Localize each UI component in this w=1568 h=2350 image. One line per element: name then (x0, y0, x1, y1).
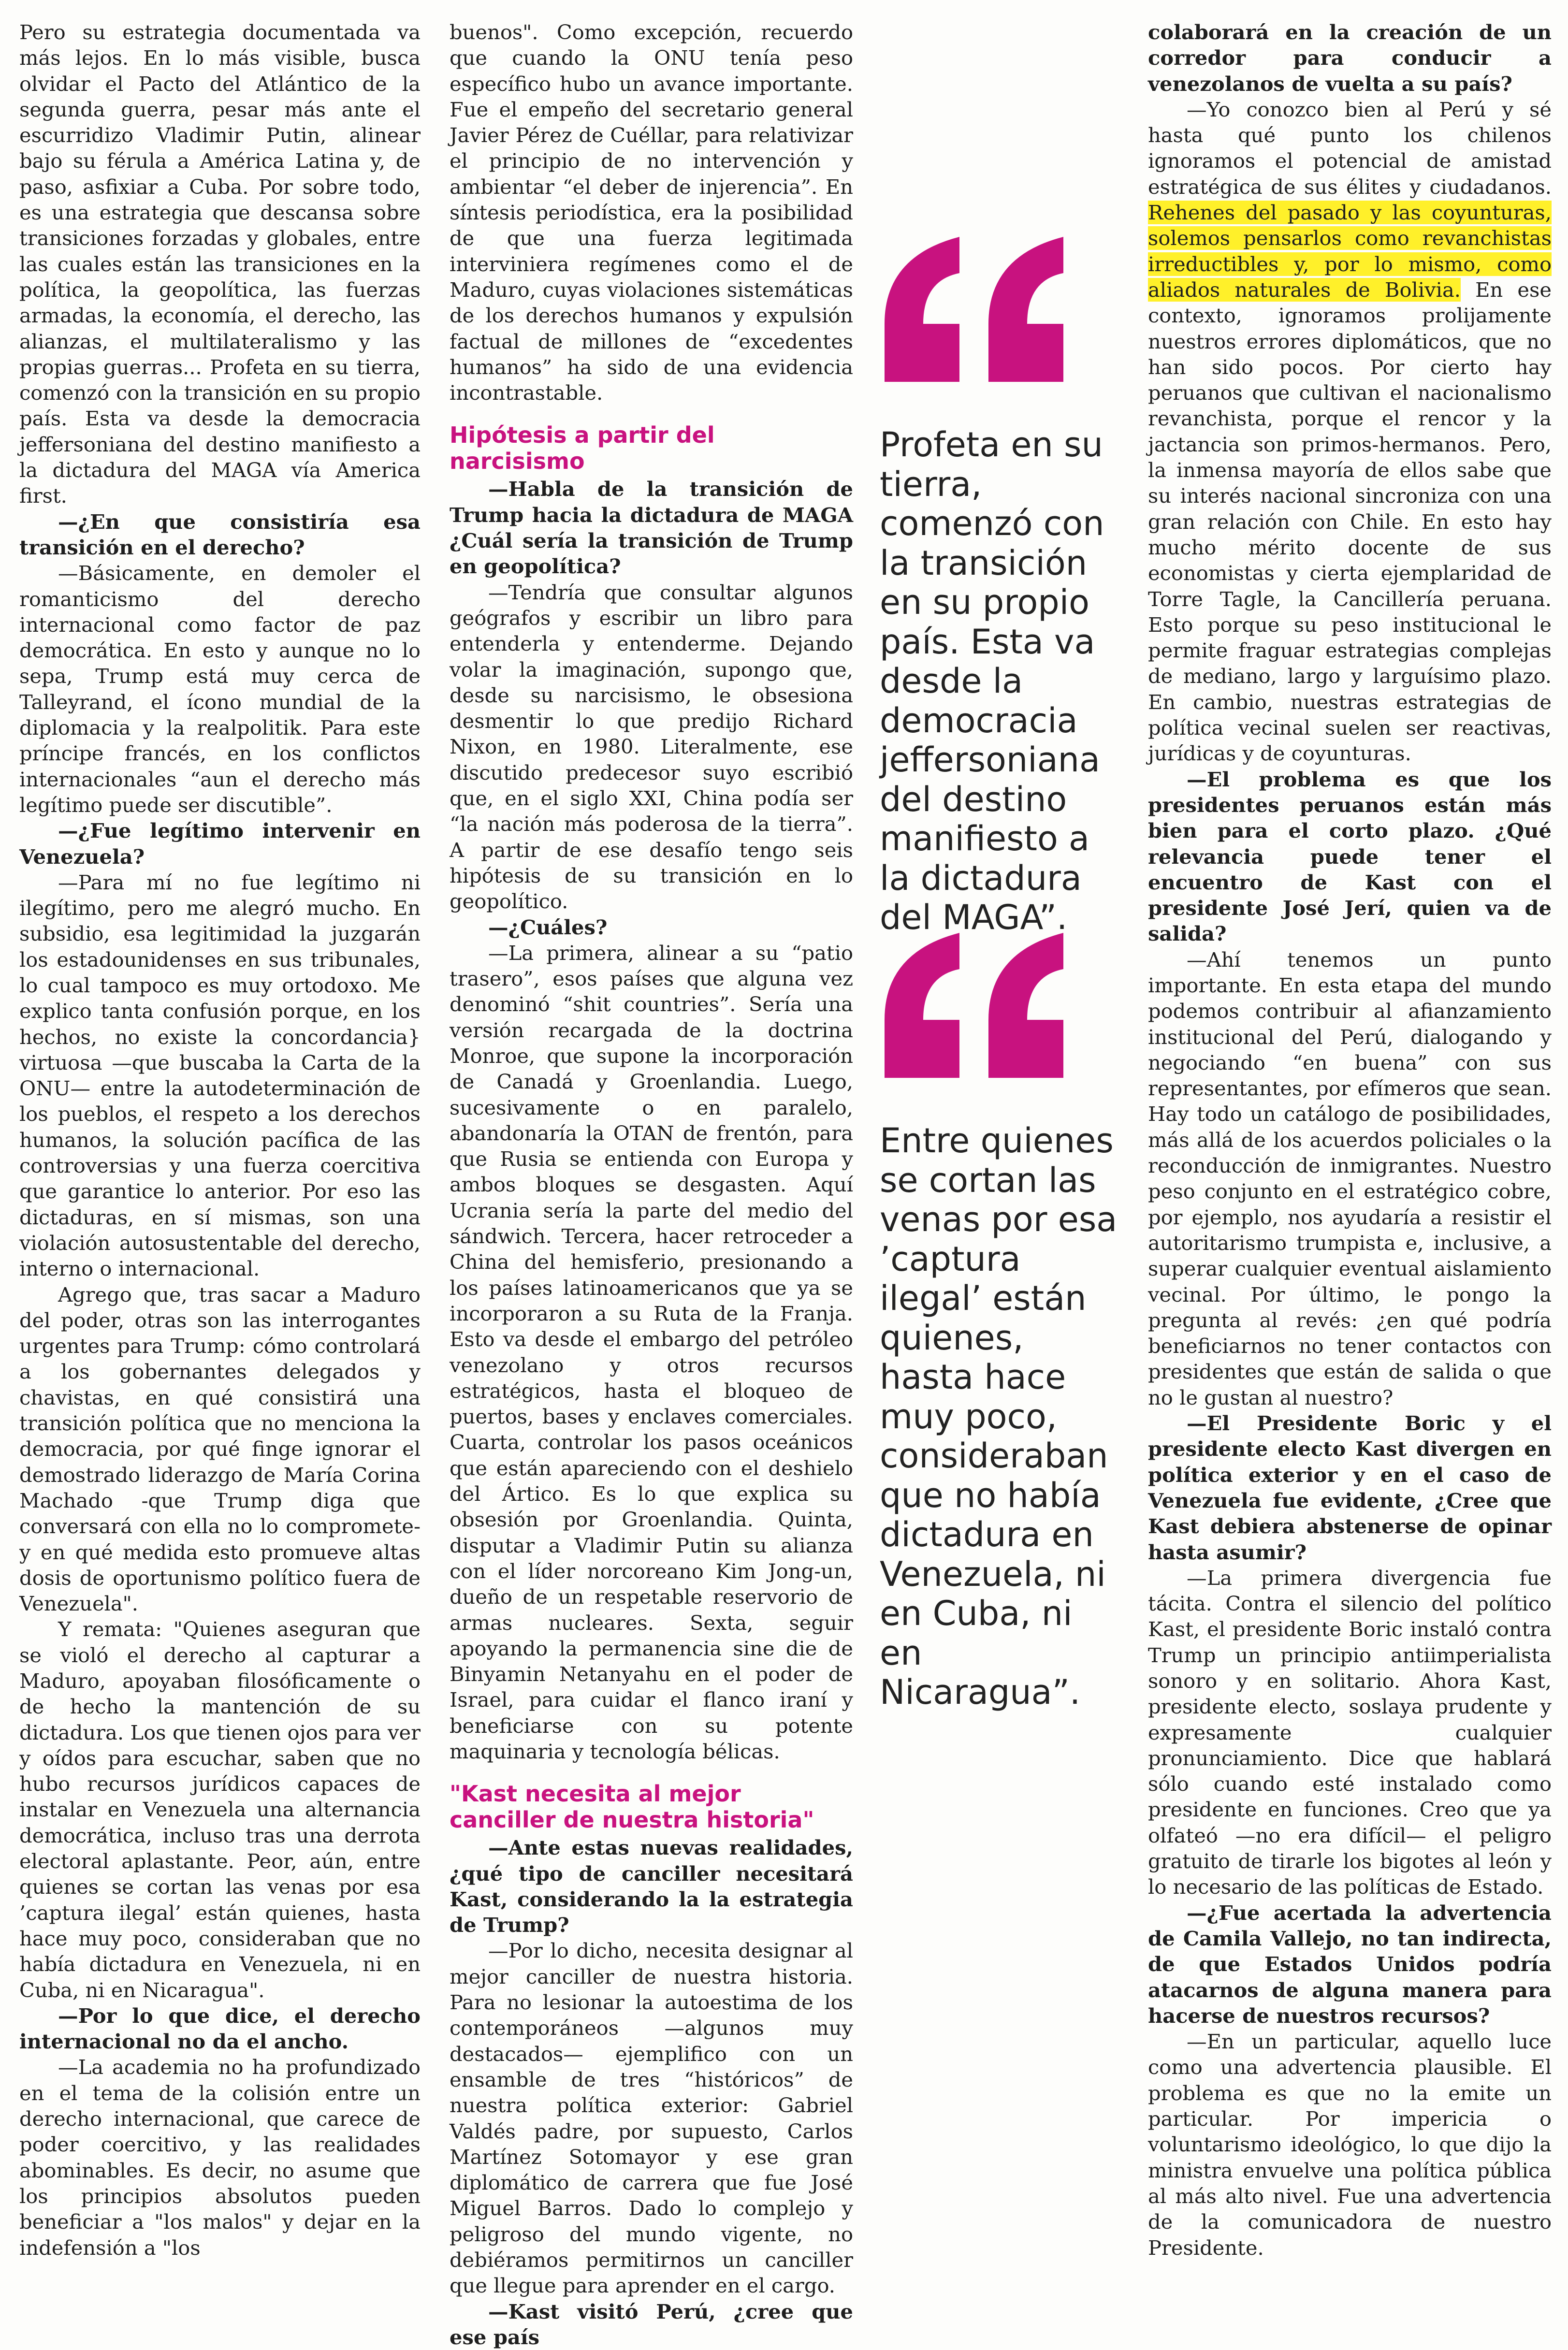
paragraph: —En un particular, aquello luce como una advertencia plausible. El problema es que no la emite un particular. Por impericia o voluntarismo ideológico, lo que dijo la ministra envuelve una política pública al más alto nivel. Fue una advertencia de la comunicadora de nuestro Presidente. (1148, 2030, 1552, 2260)
quote-mark-icon (877, 923, 1071, 1083)
paragraph: Agrego que, tras sacar a Maduro del poder, otras son las interrogantes urgentes para Trump: cómo controlará a los gobernantes delegados y chavistas, en qué consistirá una transición política que no menciona la democracia, por qué finge ignorar el demostrado liderazgo de María Corina Machado -que Trump diga que conversará con ella no lo compromete- y en qué medida esto promueve altas dosis de oportunismo político fuera de Venezuela". (19, 1282, 421, 1616)
interview-question: colaborará en la creación de un corredor para conducir a venezolanos de vuelta a su país? (1148, 20, 1552, 96)
paragraph: —Por lo dicho, necesita designar al mejor canciller de nuestra historia. Para no lesionar la autoestima de los contemporáneos —algunos muy destacados— ejemplifico con un ensamble de tres “históricos” de nuestra política exterior: Gabriel Valdés padre, por supuesto, Carlos Martínez Sotomayor y ese gran diplomático de carrera que fue José Miguel Barros. Dado lo complejo y peligroso del mundo vigente, no debiéramos permitirnos un canciller que llegue para aprender en el cargo. (450, 1939, 853, 2298)
section-heading: "Kast necesita al mejor canciller de nuestra historia" (450, 1781, 814, 1833)
paragraph: Y remata: "Quienes aseguran que se violó el derecho al capturar a Maduro, apoyaban filosóficamente o de hecho la mantención de su dictadura. Los que tienen ojos para ver y oídos para escuchar, saben que no hubo recursos jurídicos capaces de instalar en Venezuela una alternancia democrática, incluso tras una derrota electoral aplastante. Peor, aún, entre quienes se cortan las venas por esa ’captura ilegal’ están quienes, hasta hace muy poco, consideraban que no había dictadura en Venezuela, ni en Cuba, ni en Nicaragua". (19, 1617, 421, 2002)
paragraph: —Básicamente, en demoler el romanticismo del derecho internacional como factor de paz democrática. En esto y aunque no lo sepa, Trump está muy cerca de Talleyrand, el ícono mundial de la diplomacia y la realpolitik. Para este príncipe francés, en los conflictos internacionales “aun el derecho más legítimo puede ser discutible”. (19, 561, 421, 817)
paragraph: —Tendría que consultar algunos geógrafos y escribir un libro para entenderla y entenderme. Dejando volar la imaginación, supongo que, desde su narcisismo, le obsesiona desmentir lo que predijo Richard Nixon, en 1980. Literalmente, ese discutido predecesor suyo escribió que, en el siglo XXI, China podía ser “la nación más poderosa de la tierra”. A partir de ese desafío tengo seis hipótesis de su transición en lo geopolítico. (450, 580, 853, 914)
paragraph: buenos". Como excepción, recuerdo que cuando la ONU tenía peso específico hubo un avance importante. Fue el empeño del secretario general Javier Pérez de Cuéllar, para relativizar el principio de no intervención y ambientar “el deber de injerencia”. En síntesis periodística, era la posibilidad de que una fuerza legitimada interviniera regímenes como el de Maduro, cuyas violaciones sistemáticas de los derechos humanos y expulsión factual de millones de “excedentes humanos” ha sido de una evidencia incontrastable. (450, 20, 853, 405)
interview-question: —El Presidente Boric y el presidente electo Kast divergen en política exterior y en el caso de Venezuela fue evidente, ¿Cree que Kast debiera abstenerse de opinar hasta asumir? (1148, 1411, 1552, 1564)
paragraph: —La primera divergencia fue tácita. Contra el silencio del político Kast, el presidente Boric instaló contra Trump un principio antiimperialista sonoro y en solitario. Ahora Kast, presidente electo, soslaya prudente y expresamente cualquier pronunciamiento. Dice que hablará sólo cuando esté instalado como presidente en funciones. Creo que ya olfateó —no era difícil— el peligro gratuito de tirarle los bigotes al león y lo necesario de las políticas de Estado. (1148, 1566, 1552, 1899)
article-column-2 (450, 19, 853, 2350)
paragraph (1148, 97, 1552, 767)
interview-question: —¿Fue legítimo intervenir en Venezuela? (19, 819, 421, 869)
interview-question: —El problema es que los presidentes peruanos están más bien para el corto plazo. ¿Qué relevancia puede tener el encuentro de Kast con el presidente José Jerí, quien va de salida? (1148, 767, 1552, 946)
paragraph: —La academia no ha profundizado en el tema de la colisión entre un derecho internacional, que carece de poder coercitivo, y las realidades abominables. Es decir, no asume que los principios absolutos pueden beneficiar a "los malos" y dejar en la indefensión a "los (19, 2055, 421, 2260)
paragraph: Pero su estrategia documentada va más lejos. En lo más visible, busca olvidar el Pacto del Atlántico de la segunda guerra, pesar más ante el escurridizo Vladimir Putin, alinear bajo su férula a América Latina y, de paso, asfixiar a Cuba. Por sobre todo, es una estrategia que descansa sobre transiciones forzadas y globales, entre las cuales están las transiciones en la política, la geopolítica, las fuerzas armadas, la economía, el derecho, las alianzas, el multilateralismo y las propias guerras... Profeta en su tierra, comenzó con la transición en su propio país. Esta va desde la democracia jeffersoniana del destino manifiesto a la dictadura del MAGA vía America first. (19, 20, 421, 508)
interview-question: —Kast visitó Perú, ¿cree que ese país (450, 2299, 853, 2349)
paragraph-text: En ese contexto, ignoramos prolijamente nuestros errores diplomáticos, que no han sido pocos. Por cierto hay peruanos que cultivan el nacionalismo revanchista, porque el rencor y la jactancia son primos-hermanos. Pero, la inmensa mayoría de ellos sabe que su interés nacional sincroniza con una gran relación con Chile. En esto hay mucho mérito docente de sus economistas y cierta ejemplaridad de Torre Tagle, la Cancillería peruana. Esto porque su peso institucional le permite fraguar estrategias complejas de mediano, largo y larguísimo plazo. En cambio, nuestras estrategias de política vecinal suelen ser reactivas, jurídicas y de coyunturas. (1148, 277, 1552, 766)
interview-question: —Ante estas nuevas realidades, ¿qué tipo de canciller necesitará Kast, considerando la la estrategia de Trump? (450, 1836, 853, 1937)
quote-mark-icon (877, 227, 1071, 387)
section-heading: Hipótesis a partir del narcisismo (450, 422, 715, 475)
interview-question: —Por lo que dice, el derecho internacional no da el ancho. (19, 2003, 421, 2054)
interview-question: —¿Fue acertada la advertencia de Camila Vallejo, no tan indirecta, de que Estados Unidos podría atacarnos de alguna manera para hacerse de nuestros recursos? (1148, 1900, 1552, 2028)
interview-question: —¿Cuáles? (488, 915, 608, 939)
pull-quote-1: Profeta en su tierra, comenzó con la transición en su propio país. Esta va desde la democracia jeffersoniana del destino manifiesto a la dictadura del MAGA”. (880, 425, 1104, 937)
article-column-1 (19, 19, 421, 2261)
paragraph: —La primera, alinear a su “patio trasero”, esos países que alguna vez denominó “shit countries”. Sería una versión recargada de la doctrina Monroe, que supone la incorporación de Canadá y Groenlandia. Luego, sucesivamente o en paralelo, abandonaría la OTAN de frentón, para que Rusia se entienda con Europa y ambos bloques se desgasten. Aquí Ucrania sería la parte del medio del sándwich. Tercera, hacer retroceder a China del hemisferio, presionando a los países latinoamericanos que ya se incorporaron a su Ruta de la Franja. Esto va desde el embargo del petróleo venezolano y otros recursos estratégicos, hasta el bloqueo de puertos, bases y enclaves comerciales. Cuarta, controlar los pasos oceánicos que están apareciendo con el deshielo del Ártico. Es lo que explica su obsesión por Groenlandia. Quinta, disputar a Vladimir Putin su alianza con el líder norcoreano Kim Jong-un, dueño de un respetable reservorio de armas nucleares. Sexta, seguir apoyando la permanencia sine die de Binyamin Netanyahu en el poder de Israel, para cuidar el flanco iraní y beneficiarse con su potente maquinaria y tecnología bélicas. (450, 941, 853, 1763)
highlighted-text: Rehenes del pasado y las coyunturas, solemos pensarlos como revanchistas irreductibles y, por lo mismo, como aliados naturales de Bolivia. (1148, 201, 1552, 302)
paragraph: —Para mí no fue legítimo ni ilegítimo, pero me alegró mucho. En subsidio, esa legitimidad la juzgarán los estadounidenses en sus tribunales, lo cual tampoco es muy ortodoxo. Me explico tanta confusión porque, en los hechos, no existe la concordancia} virtuosa —que buscaba la Carta de la ONU— entre la autodeterminación de los pueblos, el respeto a los derechos humanos, la solución pacífica de las controversias y una fuerza coercitiva que garantice lo anterior. Por eso las dictaduras, en sí mismas, son una violación autosustentable del derecho, interno o internacional. (19, 870, 421, 1281)
interview-question: —¿En que consistiría esa transición en el derecho? (19, 509, 421, 559)
paragraph: —Ahí tenemos un punto importante. En esta etapa del mundo podemos contribuir al afianzamiento institucional del Perú, dialogando y negociando “en buena” con sus representantes, por efímeros que sean. Hay todo un catálogo de posibilidades, más allá de los acuerdos policiales o la reconducción de inmigrantes. Nuestro peso conjunto en el estratégico cobre, por ejemplo, nos ayudaría a resistir el autoritarismo trumpista e, inclusive, a superar cualquier eventual aislamiento vecinal. Por último, le pongo la pregunta al revés: ¿en qué podría beneficiarnos no tener contactos con presidentes que están de salida o que no le gustan al nuestro? (1148, 947, 1552, 1409)
pull-quote-2: Entre quienes se cortan las venas por esa ’captura ilegal’ están quienes, hasta hace muy poco, consideraban que no había dictadura en Venezuela, ni en Cuba, ni en Nicaragua”. (880, 1121, 1118, 1712)
paragraph-text: —Yo conozco bien al Perú y sé hasta qué punto los chilenos ignoramos el potencial de amistad estratégica de sus élites y ciudadanos. (1148, 97, 1552, 199)
article-column-4 (1148, 19, 1552, 2261)
interview-question: —Habla de la transición de Trump hacia la dictadura de MAGA ¿Cuál sería la transición de Trump en geopolítica? (450, 477, 853, 579)
